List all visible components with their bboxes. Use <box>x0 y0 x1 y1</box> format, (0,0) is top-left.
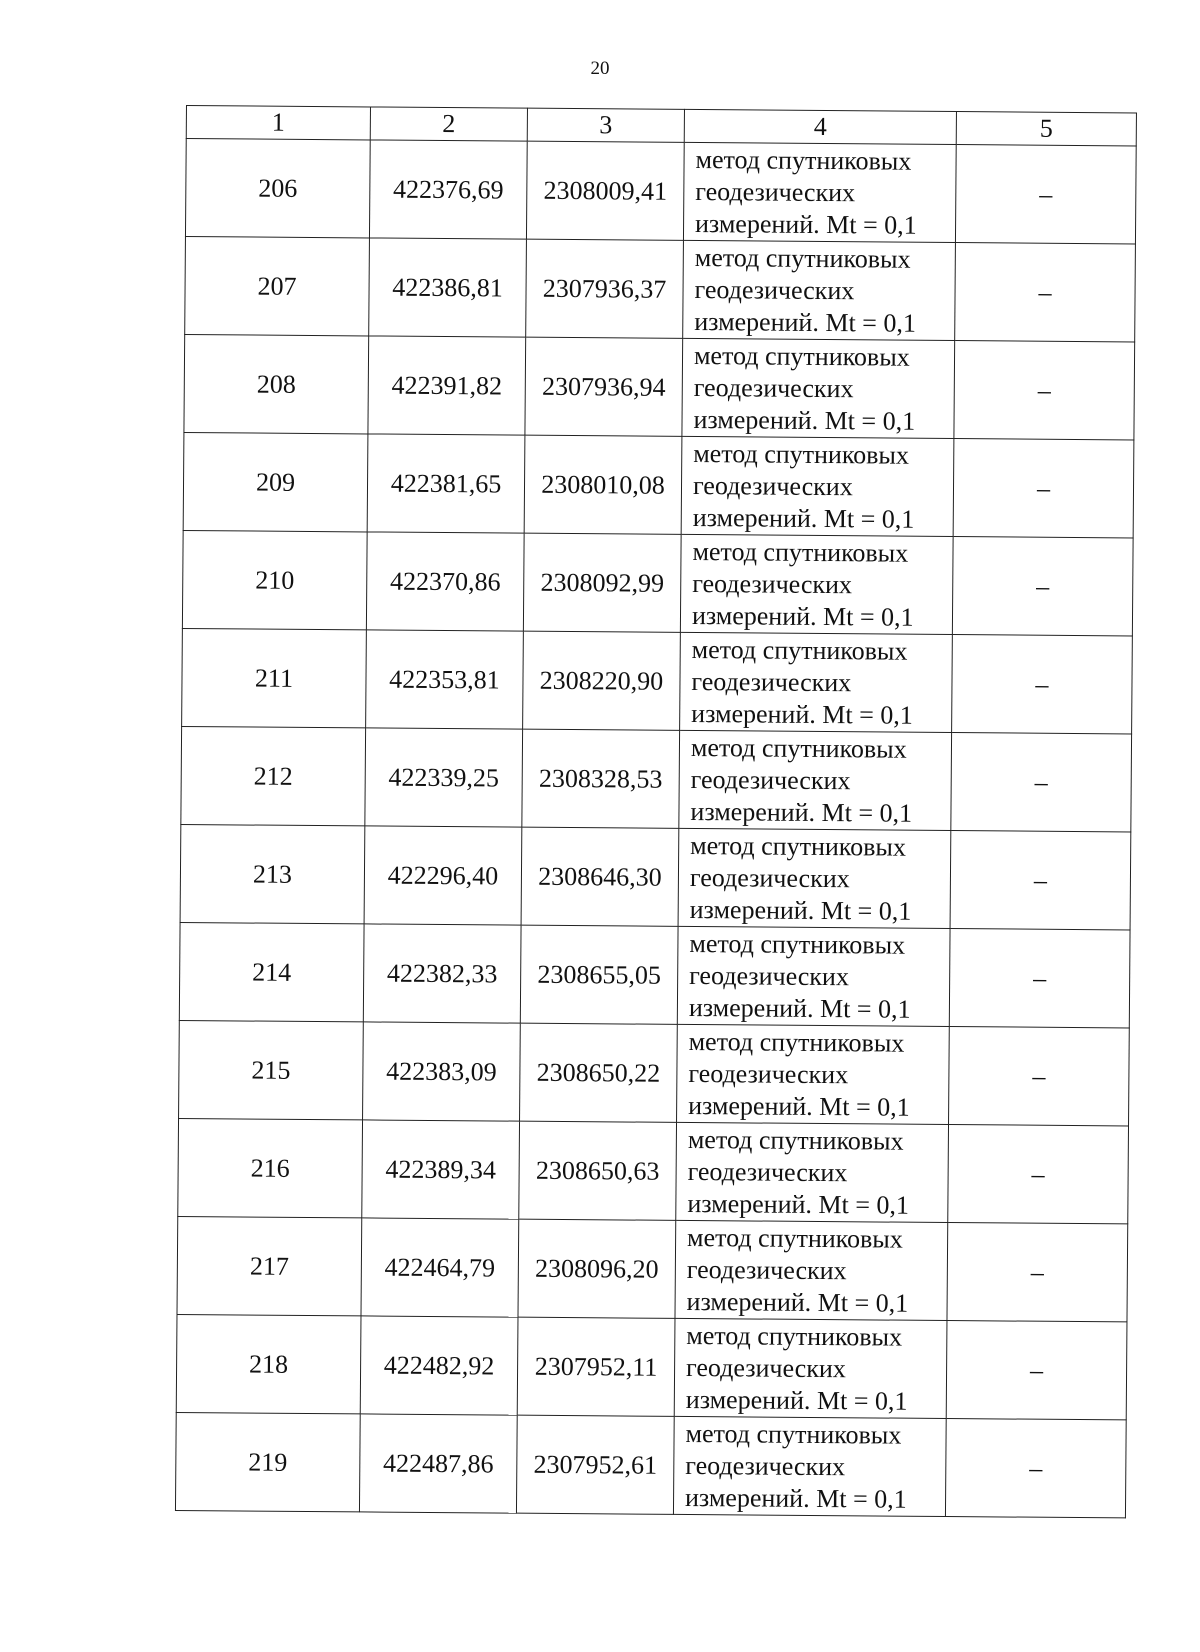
method-line: геодезических <box>689 862 850 893</box>
note-cell: – <box>950 831 1131 930</box>
x-coordinate-cell: 422389,34 <box>362 1120 520 1219</box>
method-line: геодезических <box>695 176 856 207</box>
method-line: измерений. Mt = 0,1 <box>689 894 912 926</box>
table-body <box>175 139 1136 1518</box>
y-coordinate-cell: 2307936,94 <box>525 337 683 436</box>
x-coordinate-cell: 422370,86 <box>366 532 524 631</box>
method-cell <box>681 436 954 536</box>
table-row <box>183 432 1134 537</box>
method-cell <box>683 240 956 340</box>
note-cell: – <box>953 439 1134 538</box>
method-line: измерений. Mt = 0,1 <box>687 1188 910 1220</box>
method-line: измерений. Mt = 0,1 <box>684 1482 907 1514</box>
method-line: геодезических <box>692 470 853 501</box>
method-cell <box>677 1024 950 1124</box>
method-line: метод спутниковых <box>690 830 907 862</box>
method-line: геодезических <box>686 1254 847 1285</box>
y-coordinate-cell: 2308009,41 <box>526 141 684 240</box>
method-line: измерений. Mt = 0,1 <box>692 502 915 534</box>
y-coordinate-cell: 2308655,05 <box>520 925 678 1024</box>
y-coordinate-cell: 2308646,30 <box>521 827 679 926</box>
method-cell <box>682 338 955 438</box>
note-cell: – <box>955 243 1136 342</box>
table-row <box>185 236 1136 341</box>
point-number-cell: 216 <box>178 1118 363 1217</box>
table-row <box>180 824 1131 929</box>
note-cell: – <box>945 1419 1126 1518</box>
method-line: измерений. Mt = 0,1 <box>690 796 913 828</box>
method-line: геодезических <box>688 1058 849 1089</box>
note-cell: – <box>951 733 1132 832</box>
x-coordinate-cell: 422391,82 <box>368 336 526 435</box>
header-cell-4: 4 <box>684 109 956 144</box>
x-coordinate-cell: 422296,40 <box>364 826 522 925</box>
y-coordinate-cell: 2308220,90 <box>523 631 681 730</box>
note-cell: – <box>954 341 1135 440</box>
method-line: измерений. Mt = 0,1 <box>693 404 916 436</box>
method-line: геодезических <box>692 568 853 599</box>
method-line: метод спутниковых <box>690 732 907 764</box>
method-cell <box>678 828 951 928</box>
point-number-cell: 208 <box>184 334 369 433</box>
method-line: геодезических <box>694 274 855 305</box>
point-number-cell: 215 <box>179 1020 364 1119</box>
table-row <box>184 334 1135 439</box>
method-line: измерений. Mt = 0,1 <box>685 1384 908 1416</box>
table-row <box>179 1020 1130 1125</box>
note-cell: – <box>949 929 1130 1028</box>
method-line: геодезических <box>685 1450 846 1481</box>
method-line: геодезических <box>689 960 850 991</box>
method-line: метод спутниковых <box>687 1222 903 1254</box>
x-coordinate-cell: 422482,92 <box>360 1316 518 1415</box>
method-cell <box>683 142 956 242</box>
table-row <box>177 1216 1128 1321</box>
y-coordinate-cell: 2308010,08 <box>524 435 682 534</box>
x-coordinate-cell: 422376,69 <box>369 140 527 239</box>
note-cell: – <box>947 1223 1128 1322</box>
point-number-cell: 212 <box>181 726 366 825</box>
table-row <box>179 922 1130 1027</box>
method-line: измерений. Mt = 0,1 <box>686 1286 909 1318</box>
method-line: измерений. Mt = 0,1 <box>688 1090 910 1122</box>
table-row <box>181 726 1132 831</box>
point-number-cell: 214 <box>179 922 364 1021</box>
y-coordinate-cell: 2307952,61 <box>516 1415 674 1514</box>
method-line: геодезических <box>690 764 851 795</box>
method-cell <box>676 1122 949 1222</box>
method-cell <box>679 730 952 830</box>
y-coordinate-cell: 2308092,99 <box>523 533 681 632</box>
x-coordinate-cell: 422386,81 <box>369 238 527 337</box>
point-number-cell: 207 <box>185 236 370 335</box>
method-line: измерений. Mt = 0,1 <box>691 600 914 632</box>
method-line: измерений. Mt = 0,1 <box>694 208 917 240</box>
method-line: метод спутниковых <box>692 536 909 568</box>
x-coordinate-cell: 422381,65 <box>367 434 525 533</box>
table-row <box>176 1314 1127 1419</box>
method-line: метод спутниковых <box>693 438 910 470</box>
point-number-cell: 219 <box>175 1412 360 1511</box>
x-coordinate-cell: 422382,33 <box>363 924 521 1023</box>
method-line: геодезических <box>685 1352 846 1383</box>
note-cell: – <box>949 1027 1130 1126</box>
method-cell <box>680 632 953 732</box>
point-number-cell: 209 <box>183 432 368 531</box>
page-number: 20 <box>590 58 610 79</box>
table-row <box>175 1412 1126 1517</box>
x-coordinate-cell: 422487,86 <box>359 1414 517 1513</box>
y-coordinate-cell: 2308328,53 <box>522 729 680 828</box>
method-line: геодезических <box>693 372 854 403</box>
method-cell <box>673 1416 946 1516</box>
header-cell-2: 2 <box>370 107 527 141</box>
method-line: геодезических <box>687 1156 848 1187</box>
method-line: геодезических <box>691 666 852 697</box>
header-cell-5: 5 <box>956 112 1136 146</box>
header-cell-1: 1 <box>186 106 370 140</box>
x-coordinate-cell: 422353,81 <box>366 630 524 729</box>
point-number-cell: 211 <box>182 628 367 727</box>
method-line: метод спутниковых <box>686 1320 903 1352</box>
method-line: метод спутниковых <box>685 1418 902 1450</box>
method-line: измерений. Mt = 0,1 <box>688 992 911 1024</box>
coordinates-table <box>175 105 1137 1518</box>
y-coordinate-cell: 2307952,11 <box>517 1317 675 1416</box>
method-line: метод спутниковых <box>694 242 911 274</box>
note-cell: – <box>946 1321 1127 1420</box>
method-line: метод спутниковых <box>693 340 910 372</box>
method-line: метод спутниковых <box>687 1124 904 1156</box>
point-number-cell: 217 <box>177 1216 362 1315</box>
point-number-cell: 218 <box>176 1314 361 1413</box>
note-cell: – <box>948 1125 1129 1224</box>
header-cell-3: 3 <box>527 108 684 142</box>
method-cell <box>677 926 950 1026</box>
method-line: метод спутниковых <box>691 634 908 666</box>
table-row <box>178 1118 1129 1223</box>
point-number-cell: 206 <box>185 139 370 238</box>
x-coordinate-cell: 422464,79 <box>361 1218 519 1317</box>
method-line: метод спутниковых <box>689 928 906 960</box>
point-number-cell: 213 <box>180 824 365 923</box>
y-coordinate-cell: 2308650,63 <box>519 1121 677 1220</box>
y-coordinate-cell: 2308650,22 <box>520 1023 678 1122</box>
method-line: метод спутниковых <box>695 144 912 176</box>
y-coordinate-cell: 2307936,37 <box>526 239 684 338</box>
table-row <box>182 530 1133 635</box>
method-line: измерений. Mt = 0,1 <box>694 306 917 338</box>
method-line: метод спутниковых <box>688 1026 905 1058</box>
x-coordinate-cell: 422339,25 <box>365 728 523 827</box>
method-line: измерений. Mt = 0,1 <box>691 698 913 730</box>
note-cell: – <box>952 537 1133 636</box>
note-cell: – <box>955 145 1136 244</box>
method-cell <box>675 1220 948 1320</box>
point-number-cell: 210 <box>182 530 367 629</box>
table-row <box>185 139 1136 244</box>
method-cell <box>674 1318 947 1418</box>
x-coordinate-cell: 422383,09 <box>363 1022 521 1121</box>
note-cell: – <box>952 635 1133 734</box>
y-coordinate-cell: 2308096,20 <box>518 1219 676 1318</box>
method-cell <box>680 534 953 634</box>
table-row <box>182 628 1133 733</box>
